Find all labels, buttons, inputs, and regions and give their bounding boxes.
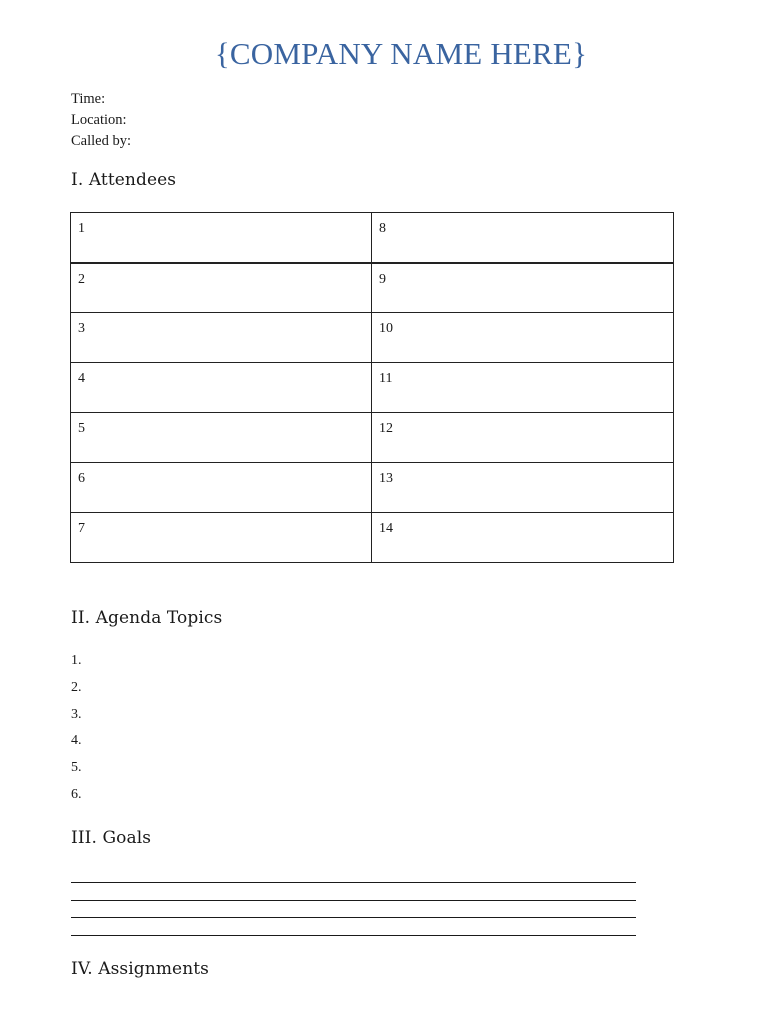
table-row (71, 263, 674, 313)
list-item: 2. (71, 679, 82, 695)
page-title: {COMPANY NAME HERE} (214, 36, 588, 71)
table-row (71, 413, 674, 463)
attendee-cell: 11 (372, 363, 674, 413)
table-row (71, 213, 674, 263)
list-item: 3. (71, 706, 82, 722)
attendee-cell: 5 (71, 413, 372, 463)
goals-heading: III. Goals (71, 828, 152, 848)
table-row (71, 513, 674, 563)
goal-line (71, 901, 636, 919)
list-item: 6. (71, 786, 82, 802)
agenda-list (71, 648, 82, 809)
attendee-cell: 9 (372, 263, 674, 313)
list-item: 4. (71, 733, 82, 749)
attendee-cell: 13 (372, 463, 674, 513)
attendee-cell: 8 (372, 213, 674, 263)
goal-line (71, 918, 636, 936)
attendee-cell: 2 (71, 263, 372, 313)
goals-writing-lines (71, 882, 636, 936)
agenda-heading: II. Agenda Topics (71, 608, 223, 628)
meeting-meta (71, 89, 131, 151)
attendee-cell: 12 (372, 413, 674, 463)
assignments-heading: IV. Assignments (71, 959, 210, 979)
table-row (71, 363, 674, 413)
location-label: Location: (71, 111, 127, 128)
attendee-cell: 10 (372, 313, 674, 363)
attendees-heading: I. Attendees (71, 170, 177, 190)
list-item: 1. (71, 653, 82, 668)
attendee-cell: 14 (372, 513, 674, 563)
called-by-label: Called by: (71, 132, 132, 149)
attendee-cell: 4 (71, 363, 372, 413)
attendees-table (70, 212, 674, 563)
attendee-cell: 1 (71, 213, 372, 263)
goal-line (71, 883, 636, 901)
attendee-cell: 7 (71, 513, 372, 563)
attendee-cell: 3 (71, 313, 372, 363)
list-item: 5. (71, 760, 82, 776)
attendee-cell: 6 (71, 463, 372, 513)
table-row (71, 463, 674, 513)
time-label: Time: (71, 91, 106, 107)
table-row (71, 313, 674, 363)
